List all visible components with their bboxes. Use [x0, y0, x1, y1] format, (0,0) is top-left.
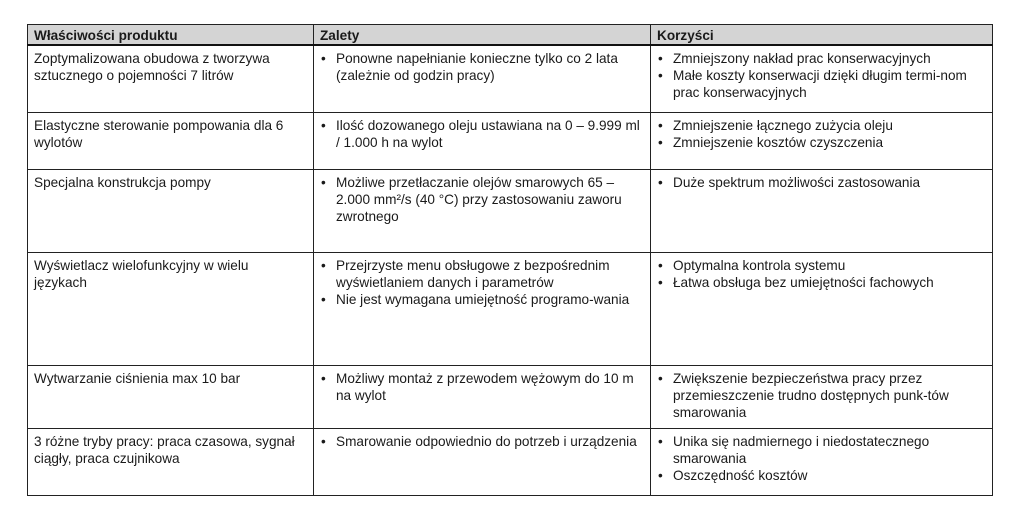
benefits-list: [657, 370, 984, 421]
advantage-item: • Możliwy montaż z przewodem wężowym do 10 m na wylot: [320, 370, 642, 404]
benefit-item: • Zmniejszenie kosztów czyszczenia: [657, 134, 984, 151]
advantages-cell: [314, 366, 651, 429]
table-header-row: [28, 25, 993, 46]
advantages-list: [320, 370, 642, 404]
advantages-cell: [314, 45, 651, 113]
property-cell: Wyświetlacz wielofunkcyjny w wielu językach: [28, 253, 314, 366]
property-cell: Specjalna konstrukcja pompy: [28, 170, 314, 253]
benefit-item: • Unika się nadmiernego i niedostatecznego smarowania: [657, 433, 984, 467]
table-row: [28, 170, 993, 253]
property-cell: 3 różne tryby pracy: praca czasowa, sygnał ciągły, praca czujnikowa: [28, 429, 314, 496]
table-row: [28, 113, 993, 170]
benefits-cell: [651, 253, 993, 366]
benefits-list: [657, 433, 984, 484]
advantages-cell: [314, 170, 651, 253]
advantages-list: [320, 433, 642, 450]
advantage-item: • Możliwe przetłaczanie olejów smarowych 65 – 2.000 mm²/s (40 °C) przy zastosowaniu zaworu zwrotnego: [320, 174, 642, 225]
benefit-item: • Zmniejszenie łącznego zużycia oleju: [657, 117, 984, 134]
advantage-item: • Ilość dozowanego oleju ustawiana na 0 – 9.999 ml / 1.000 h na wylot: [320, 117, 642, 151]
table-row: [28, 45, 993, 113]
property-cell: Zoptymalizowana obudowa z tworzywa sztucznego o pojemności 7 litrów: [28, 45, 314, 113]
benefit-item: • Optymalna kontrola systemu: [657, 257, 984, 274]
benefits-list: [657, 50, 984, 101]
header-advantages: Zalety: [314, 25, 651, 46]
benefit-item: • Łatwa obsługa bez umiejętności fachowych: [657, 274, 984, 291]
benefit-item: • Zmniejszony nakład prac konserwacyjnych: [657, 50, 984, 67]
benefit-item: • Oszczędność kosztów: [657, 467, 984, 484]
advantages-list: [320, 50, 642, 84]
table-row: [28, 253, 993, 366]
advantage-item: • Nie jest wymagana umiejętność programo-wania: [320, 291, 642, 308]
benefits-list: [657, 117, 984, 151]
header-benefits: Korzyści: [651, 25, 993, 46]
benefits-cell: [651, 113, 993, 170]
benefits-cell: [651, 45, 993, 113]
benefits-list: [657, 257, 984, 291]
advantages-list: [320, 117, 642, 151]
product-features-table: [27, 24, 993, 496]
advantages-cell: [314, 253, 651, 366]
benefit-item: • Duże spektrum możliwości zastosowania: [657, 174, 984, 191]
benefits-cell: [651, 429, 993, 496]
property-cell: Wytwarzanie ciśnienia max 10 bar: [28, 366, 314, 429]
property-cell: Elastyczne sterowanie pompowania dla 6 wylotów: [28, 113, 314, 170]
advantages-list: [320, 174, 642, 225]
advantages-list: [320, 257, 642, 308]
advantages-cell: [314, 429, 651, 496]
table-row: [28, 366, 993, 429]
benefits-cell: [651, 366, 993, 429]
benefits-cell: [651, 170, 993, 253]
advantage-item: • Ponowne napełnianie konieczne tylko co 2 lata (zależnie od godzin pracy): [320, 50, 642, 84]
advantage-item: • Smarowanie odpowiednio do potrzeb i urządzenia: [320, 433, 642, 450]
advantages-cell: [314, 113, 651, 170]
benefits-list: [657, 174, 984, 191]
table-row: [28, 429, 993, 496]
benefit-item: • Małe koszty konserwacji dzięki długim termi-nom prac konserwacyjnych: [657, 67, 984, 101]
advantage-item: • Przejrzyste menu obsługowe z bezpośrednim wyświetlaniem danych i parametrów: [320, 257, 642, 291]
benefit-item: • Zwiększenie bezpieczeństwa pracy przez przemieszczenie trudno dostępnych punk-tów smarowania: [657, 370, 984, 421]
header-properties: Właściwości produktu: [28, 25, 314, 46]
